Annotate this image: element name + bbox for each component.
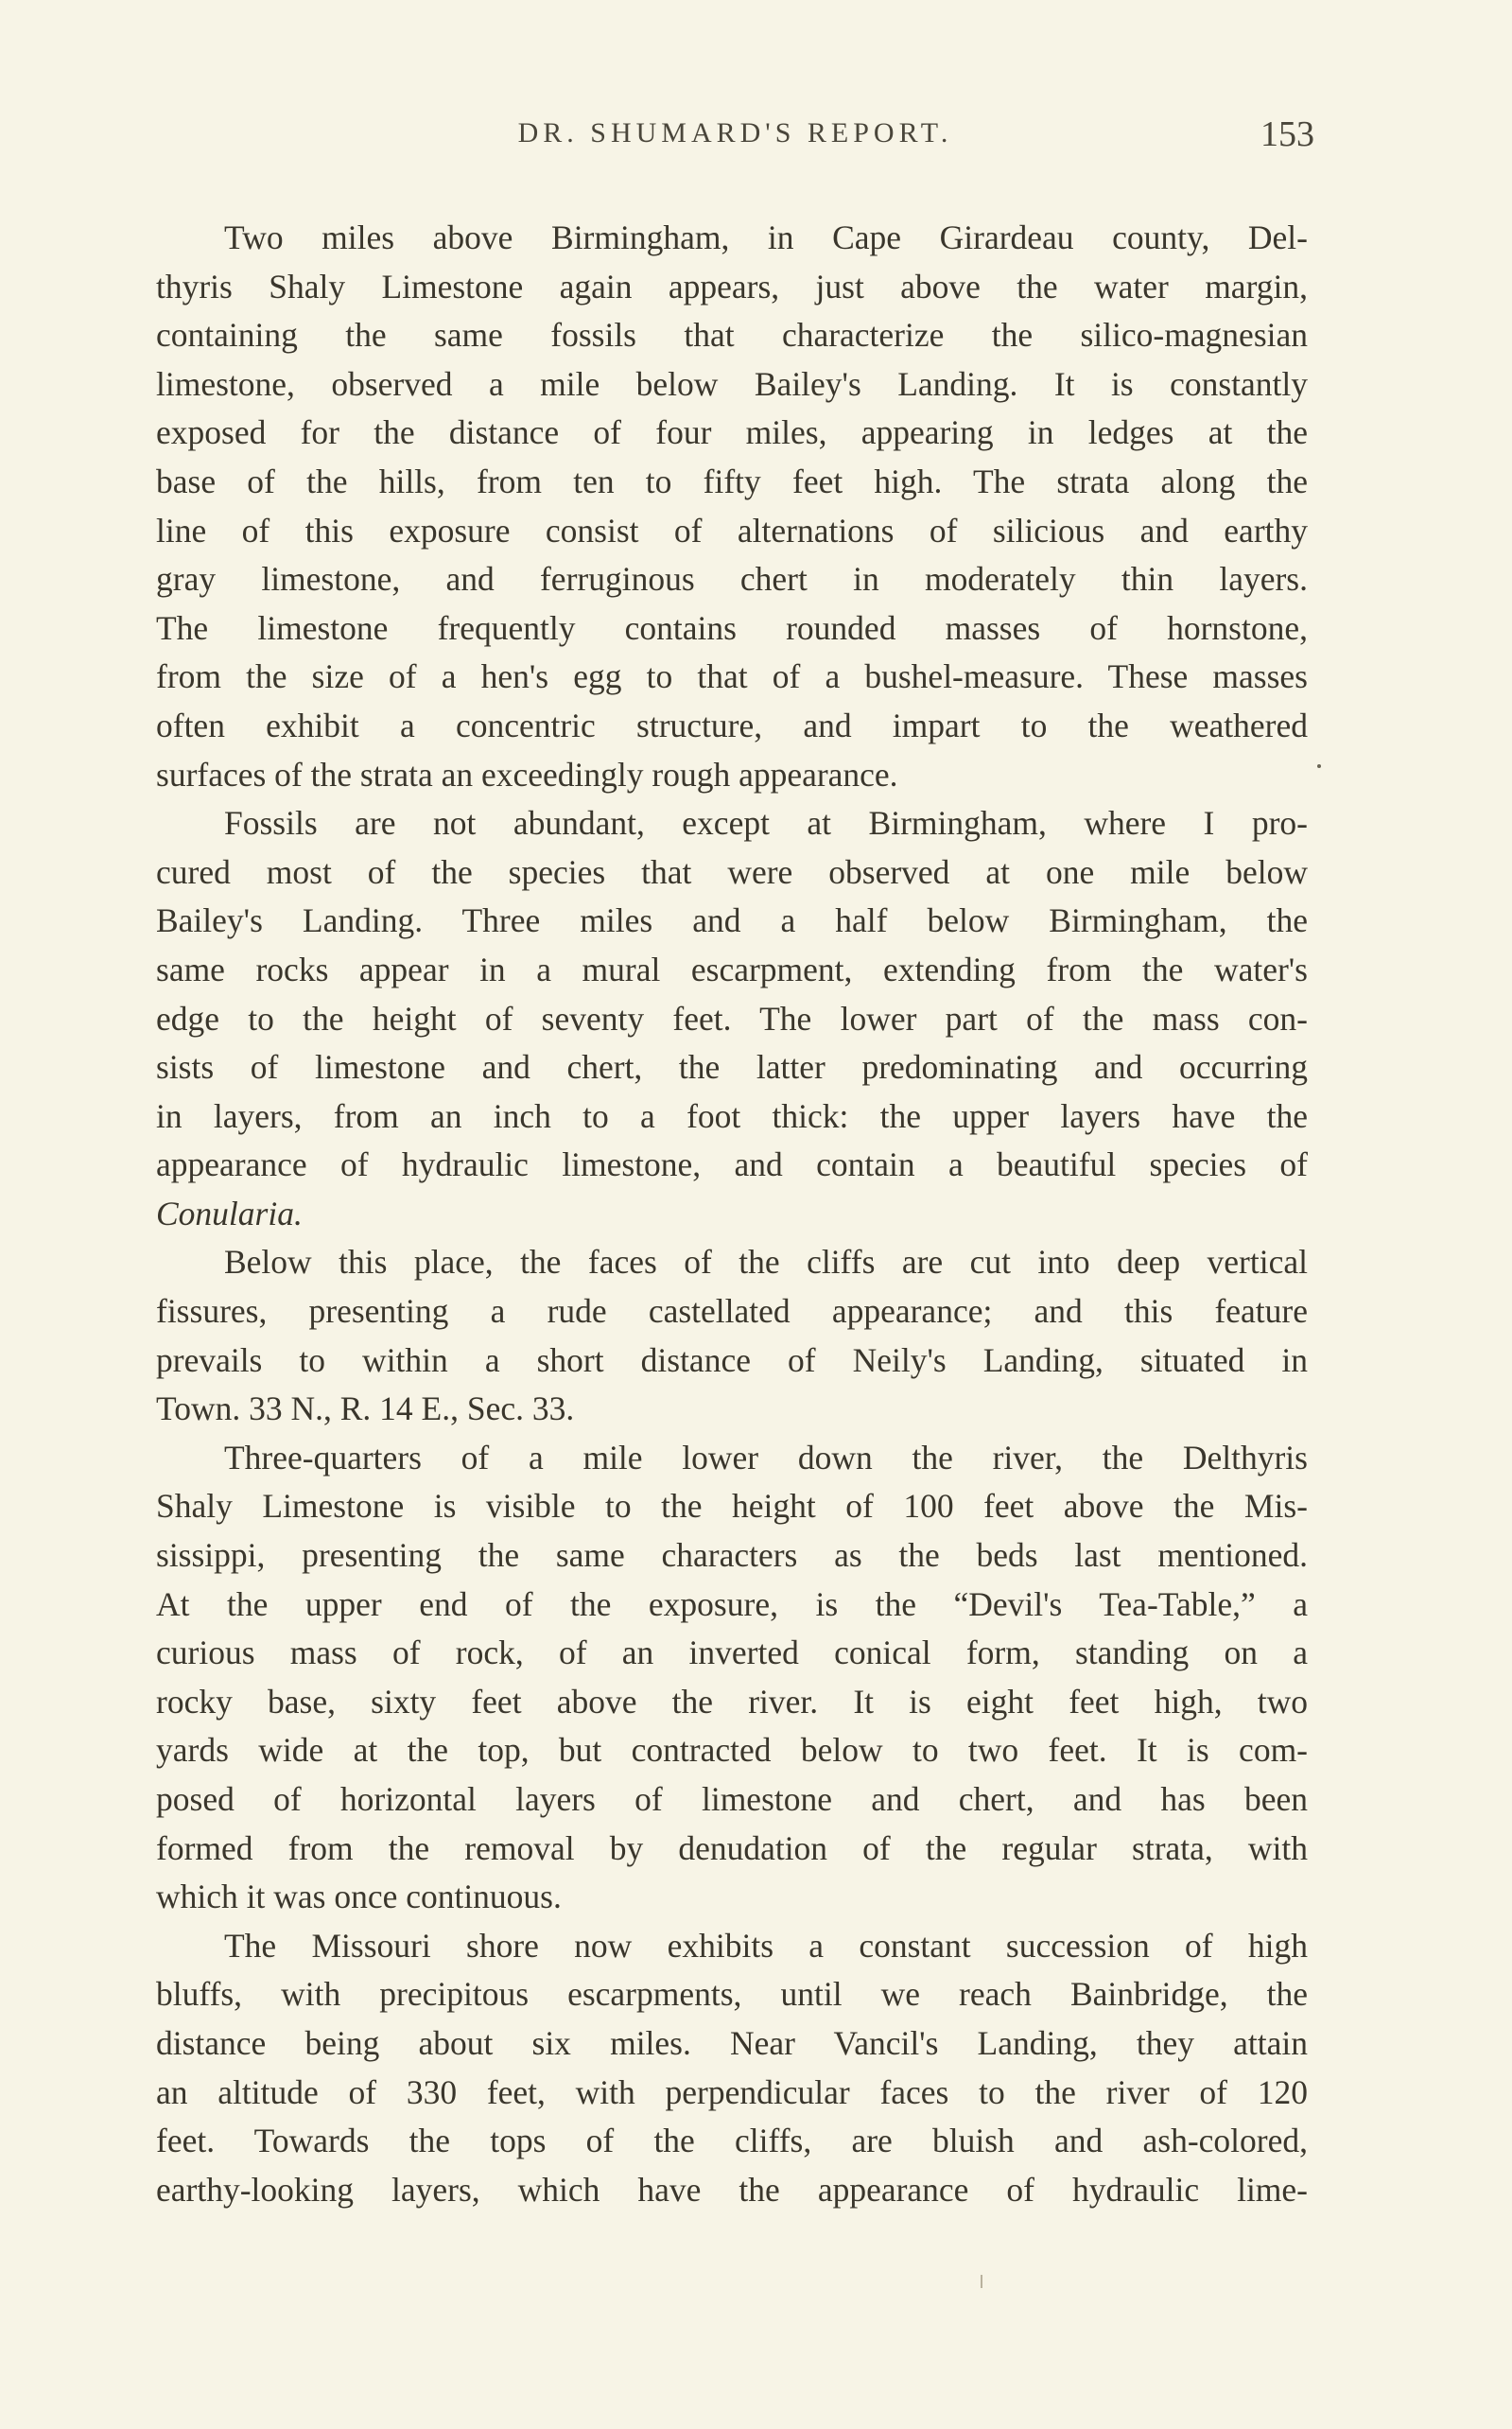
text-line: exposed for the distance of four miles, appearing in ledges at the xyxy=(156,413,1308,452)
text-line: fissures, presenting a rude castellated appearance; and this feature xyxy=(156,1292,1308,1331)
text-line: bluffs, with precipitous escarpments, until we reach Bainbridge, the xyxy=(156,1975,1308,2014)
page-header xyxy=(156,112,1314,159)
text-line: which it was once continuous. xyxy=(156,1878,562,1916)
text-line: containing the same fossils that characterize the silico-magnesian xyxy=(156,316,1308,355)
text-line: in layers, from an inch to a foot thick: the upper layers have the xyxy=(156,1096,1308,1135)
text-line: posed of horizontal layers of limestone and chert, and has been xyxy=(156,1780,1308,1818)
body-text xyxy=(156,214,1308,2214)
page-smudge xyxy=(981,2275,982,2288)
page-number: 153 xyxy=(1260,114,1314,154)
text-line: Below this place, the faces of the cliffs are cut into deep vertical xyxy=(224,1243,1308,1282)
text-line: appearance of hydraulic limestone, and contain a beautiful species of xyxy=(156,1145,1308,1184)
text-line: often exhibit a concentric structure, and impart to the weathered xyxy=(156,706,1308,744)
text-line: formed from the removal by denudation of the regular strata, with xyxy=(156,1828,1308,1867)
running-title: DR. SHUMARD'S REPORT. xyxy=(517,117,953,149)
text-line: earthy-looking layers, which have the appearance of hydraulic lime- xyxy=(156,2170,1308,2209)
text-line: sists of limestone and chert, the latter predominating and occurring xyxy=(156,1048,1308,1087)
text-line: feet. Towards the tops of the cliffs, are bluish and ash-colored, xyxy=(156,2122,1308,2160)
text-line: distance being about six miles. Near Vancil's Landing, they attain xyxy=(156,2023,1308,2062)
text-line: surfaces of the strata an exceedingly rough appearance. xyxy=(156,755,898,794)
text-line: Conularia. xyxy=(156,1194,303,1232)
text-line: thyris Shaly Limestone again appears, just above the water margin, xyxy=(156,267,1308,306)
text-line: Shaly Limestone is visible to the height of 100 feet above the Mis- xyxy=(156,1487,1308,1526)
text-line: limestone, observed a mile below Bailey's Landing. It is constantly xyxy=(156,364,1308,403)
text-line: Bailey's Landing. Three miles and a half below Birmingham, the xyxy=(156,901,1308,940)
text-line: same rocks appear in a mural escarpment, extending from the water's xyxy=(156,950,1308,988)
text-line: edge to the height of seventy feet. The lower part of the mass con- xyxy=(156,999,1308,1038)
text-line: cured most of the species that were observed at one mile below xyxy=(156,852,1308,891)
text-line: The Missouri shore now exhibits a constant succession of high xyxy=(224,1926,1308,1965)
text-line: yards wide at the top, but contracted below to two feet. It is com- xyxy=(156,1731,1308,1770)
text-line: Fossils are not abundant, except at Birmingham, where I pro- xyxy=(224,804,1308,843)
text-line: Town. 33 N., R. 14 E., Sec. 33. xyxy=(156,1389,575,1428)
text-line: prevails to within a short distance of Neily's Landing, situated in xyxy=(156,1340,1308,1379)
text-line: At the upper end of the exposure, is the “Devil's Tea-Table,” a xyxy=(156,1584,1308,1623)
text-line: rocky base, sixty feet above the river. It is eight feet high, two xyxy=(156,1682,1308,1721)
text-line: base of the hills, from ten to fifty feet high. The strata along the xyxy=(156,462,1308,500)
text-line: Two miles above Birmingham, in Cape Girardeau county, Del- xyxy=(224,218,1308,256)
text-line: an altitude of 330 feet, with perpendicular faces to the river of 120 xyxy=(156,2072,1308,2111)
text-line: The limestone frequently contains rounded masses of hornstone, xyxy=(156,608,1308,647)
text-line: curious mass of rock, of an inverted conical form, standing on a xyxy=(156,1634,1308,1672)
text-line: line of this exposure consist of alternations of silicious and earthy xyxy=(156,511,1308,550)
text-line: sissippi, presenting the same characters as the beds last mentioned. xyxy=(156,1536,1308,1575)
text-line: from the size of a hen's egg to that of a bushel-measure. These masses xyxy=(156,657,1308,696)
text-line: gray limestone, and ferruginous chert in moderately thin layers. xyxy=(156,560,1308,599)
margin-mark xyxy=(1317,764,1321,768)
text-line: Three-quarters of a mile lower down the river, the Delthyris xyxy=(224,1438,1308,1477)
